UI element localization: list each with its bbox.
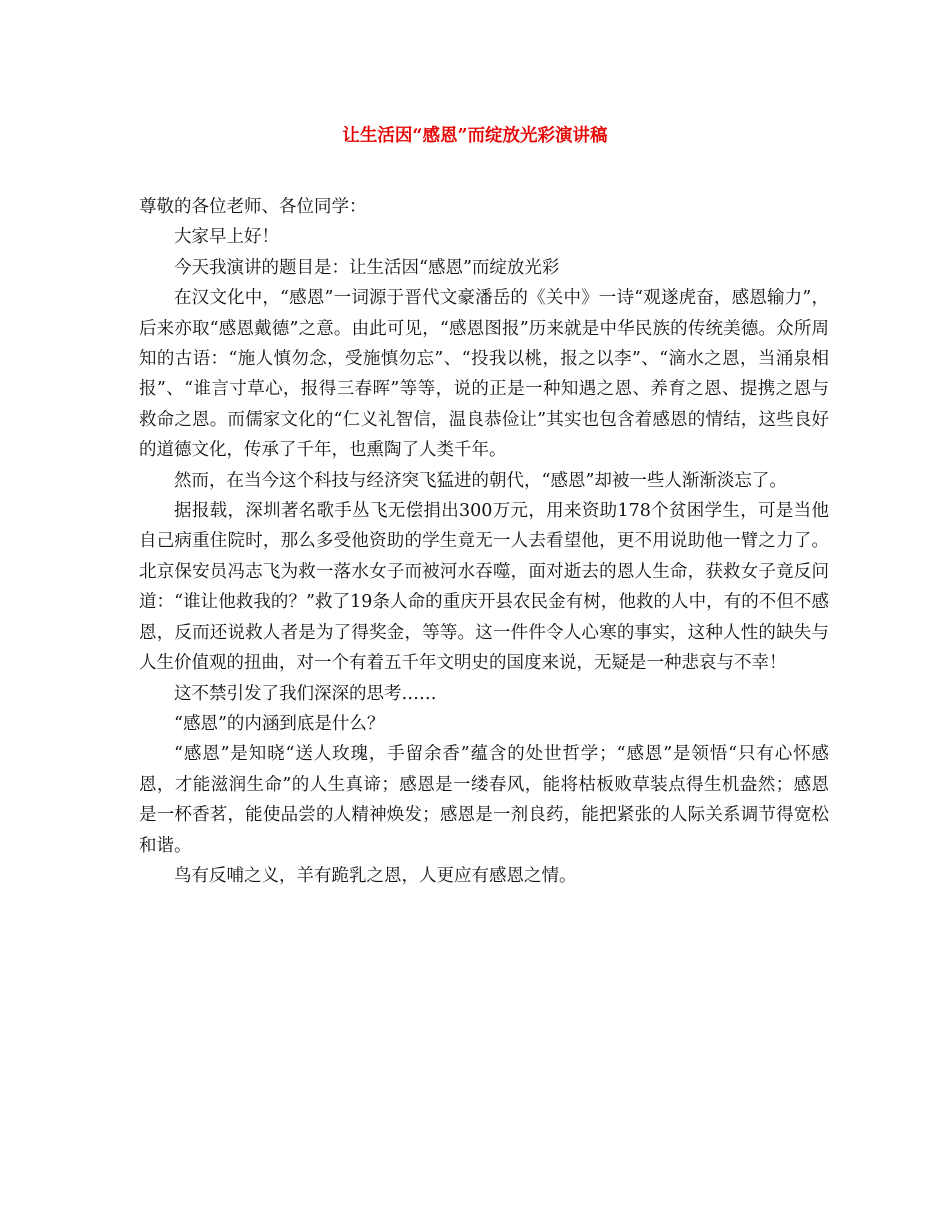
document-title: 让生活因“感恩”而绽放光彩演讲稿	[342, 126, 608, 146]
paragraph: 这不禁引发了我们深深的思考……	[174, 683, 437, 704]
paragraph: 然而，在当今这个科技与经济突飞猛进的朝代，“感恩”却被一些人渐渐淡忘了。	[174, 470, 787, 491]
salutation: 尊敬的各位老师、各位同学：	[139, 197, 367, 217]
document-body	[139, 192, 829, 891]
speech-topic: 今天我演讲的题目是：让生活因“感恩”而绽放光彩	[174, 257, 560, 278]
greeting: 大家早上好！	[174, 227, 279, 248]
paragraph: 鸟有反哺之义，羊有跪乳之恩，人更应有感恩之情。	[174, 865, 577, 886]
paragraph: “感恩”是知晓“送人玫瑰，手留余香”蕴含的处世哲学；“感恩”是领悟“只有心怀感恩，才能滋润生命”的人生真谛；感恩是一缕春风，能将枯板败草装点得生机盎然；感恩是一杯香茗，能使品尝的人精神焕发；感恩是一剂良药，能把紧张的人际关系调节得宽松和谐。	[139, 744, 829, 856]
paragraph: 据报载，深圳著名歌手丛飞无偿捐出300万元，用来资助178个贫困学生，可是当他自己病重住院时，那么多受他资助的学生竟无一人去看望他，更不用说助他一臂之力了。北京保安员冯志飞为救一落水女子而被河水吞噬，面对逝去的恩人生命，获救女子竟反问道：“谁让他救我的？”救了19条人命的重庆开县农民金有树，他救的人中，有的不但不感恩，反而还说救人者是为了得奖金，等等。这一件件令人心寒的事实，这种人性的缺失与人生价值观的扭曲，对一个有着五千年文明史的国度来说，无疑是一种悲哀与不幸！	[139, 501, 829, 674]
paragraph: “感恩”的内涵到底是什么？	[174, 713, 385, 734]
paragraph: 在汉文化中，“感恩”一词源于晋代文豪潘岳的《关中》一诗“观遂虎奋，感恩输力”，后来亦取“感恩戴德”之意。由此可见，“感恩图报”历来就是中华民族的传统美德。众所周知的古语：“施人慎勿念，受施慎勿忘”、“投我以桃，报之以李”、“滴水之恩，当涌泉相报”、“谁言寸草心，报得三春晖”等等，说的正是一种知遇之恩、养育之恩、提携之恩与救命之恩。而儒家文化的“仁义礼智信，温良恭俭让”其实也包含着感恩的情结，这些良好的道德文化，传承了千年，也熏陶了人类千年。	[139, 288, 829, 461]
